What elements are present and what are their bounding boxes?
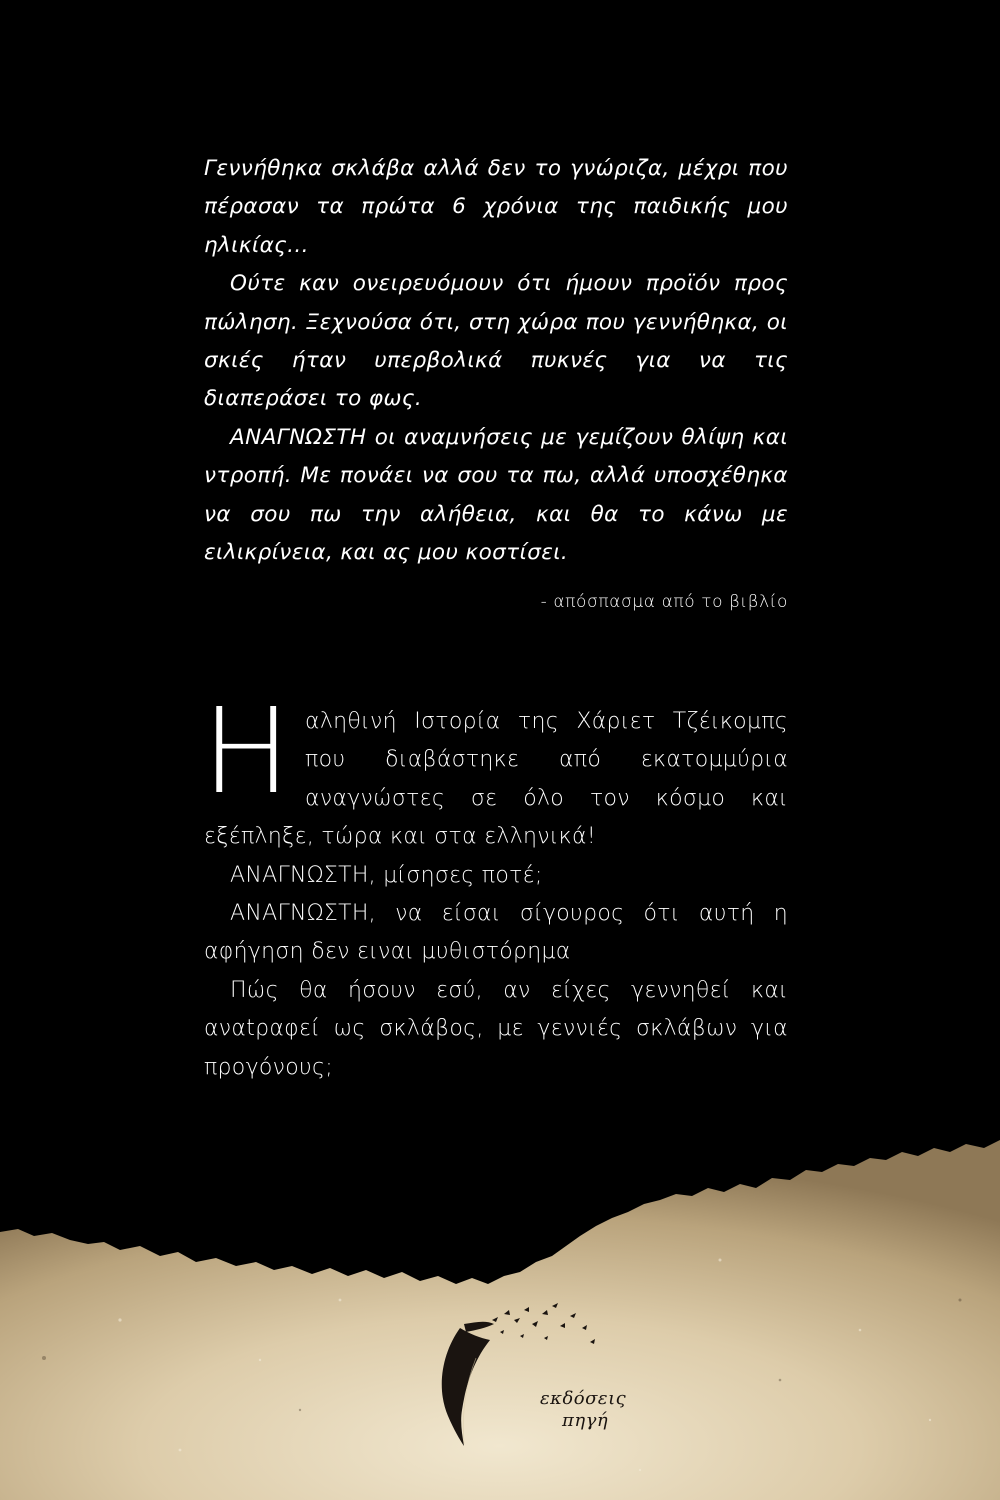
publisher-line-1: εκδόσεις — [540, 1388, 627, 1409]
excerpt-paragraph: ΑΝΑΓΝΩΣΤΗ οι αναμνήσεις με γεμίζουν θλίψη και ντροπή. Με πονάει να σου τα πω, αλλά υποσχέθηκα να σου πω την αλήθεια, και θα το κάνω με ειλικρίνεια, και ας μου κοστίσει. — [204, 424, 788, 566]
blurb-first-paragraph — [202, 682, 788, 857]
blurb-paragraph: ΑΝΑΓΝΩΣΤΗ, να είσαι σίγουρος ότι αυτή η αφήγηση δεν ειναι μυθιστόρημα — [204, 901, 788, 965]
blurb-paragraph: ΑΝΑΓΝΩΣΤΗ, μίσησες ποτέ; — [230, 862, 543, 888]
drop-cap: Η — [202, 682, 292, 820]
excerpt-paragraph: Ούτε καν ονειρευόμουν ότι ήμουν προϊόν προς πώληση. Ξεχνούσα ότι, στη χώρα που γεννήθηκα, οι σκιές ήταν υπερβολικά πυκνές για να τις διαπεράσει το φως. — [204, 271, 788, 412]
blurb-first-text: αληθινή Ιστορία της Χάριετ Τζέικομπς που διαβάστηκε από εκατομμύρια αναγνώστες σε όλο τον κόσμο και εξέπληξε, τώρα και στα ελληνικά! — [204, 709, 788, 850]
book-excerpt — [204, 150, 788, 572]
blurb-paragraph: Πώς θα ήσουν εσύ, αν είχες γεννηθεί και αναtραφεί ως σκλάβος, με γεννιές σκλάβων για προγόνους; — [204, 977, 788, 1080]
excerpt-paragraph: Γεννήθηκα σκλάβα αλλά δεν το γνώριζα, μέχρι που πέρασαν τα πρώτα 6 χρόνια της παιδικής μου ηλικίας... — [204, 156, 788, 258]
publisher-name — [540, 1388, 650, 1432]
book-blurb — [202, 682, 788, 1087]
publisher-line-2: πηγή — [562, 1410, 609, 1431]
excerpt-attribution: - απόσπασμα από το βιβλίο — [540, 592, 788, 612]
